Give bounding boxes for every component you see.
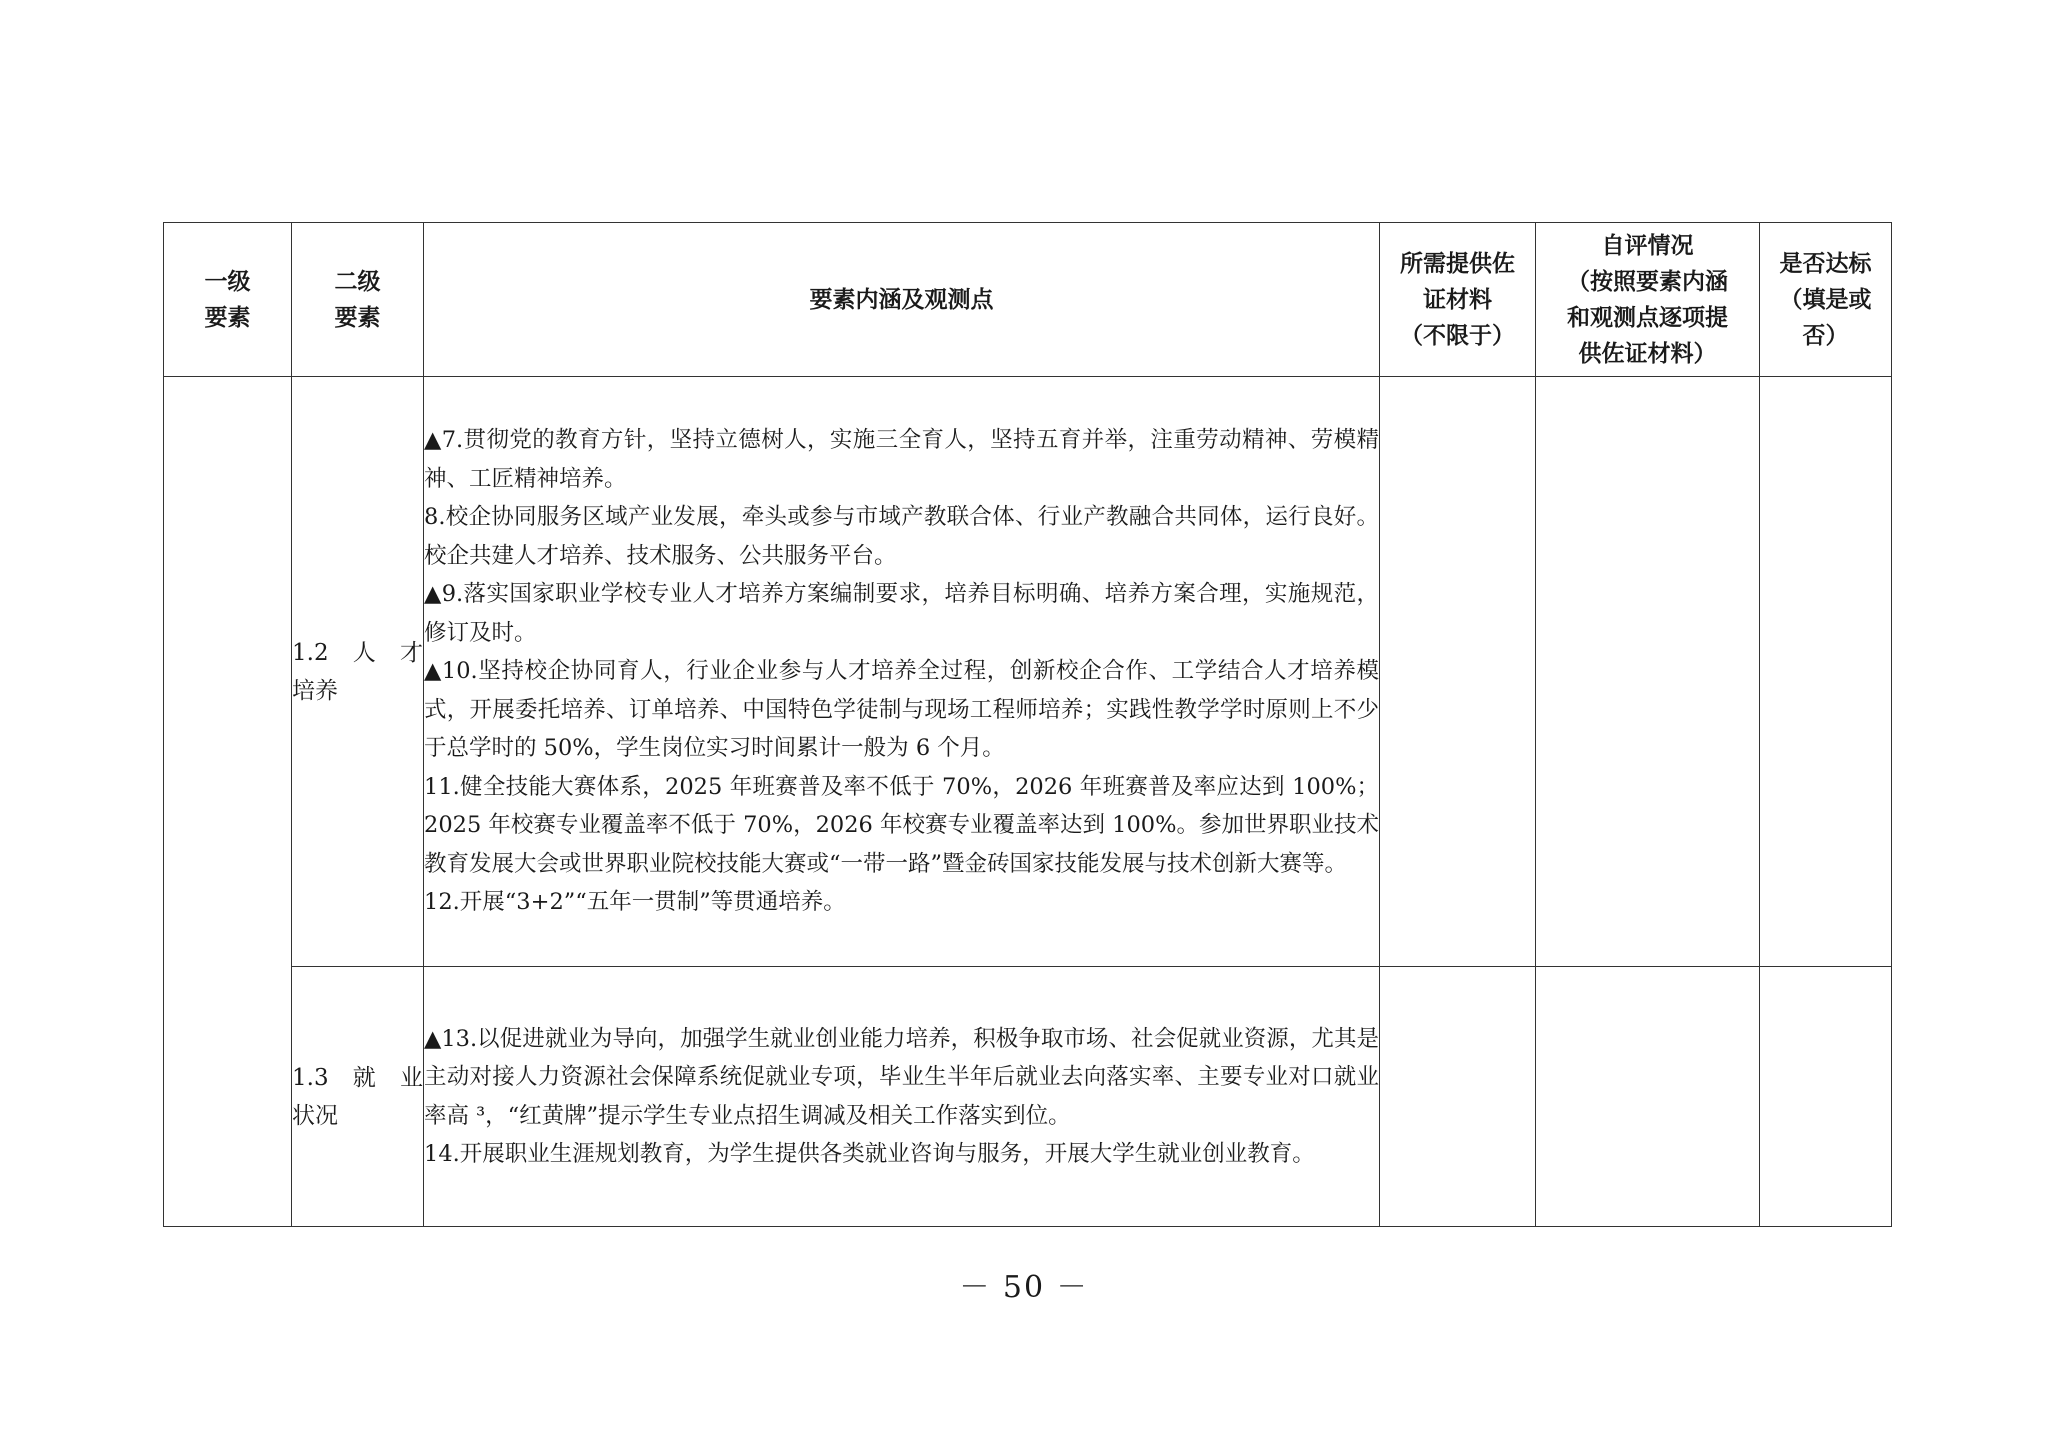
header-content: 要素内涵及观测点 [424,223,1380,377]
materials-cell [1380,377,1536,967]
observation-item: ▲13.以促进就业为导向，加强学生就业创业能力培养，积极争取市场、社会促就业资源，尤其是主动对接人力资源社会保障系统促就业专项，毕业生半年后就业去向落实率、主要专业对口就业率高 ³，“红黄牌”提示学生专业点招生调减及相关工作落实到位。 [424,1025,1379,1129]
level2-char: 才 [399,639,423,666]
level2-cell [292,967,424,1227]
level2-number: 1.3 [292,1064,329,1091]
page-number: － 50 － [959,1270,1089,1305]
level2-number: 1.2 [292,639,329,666]
content-cell [424,967,1380,1227]
level2-cell [292,377,424,967]
level2-line2: 培养 [292,677,338,704]
observation-item: 14.开展职业生涯规划教育，为学生提供各类就业咨询与服务，开展大学生就业创业教育。 [424,1141,1315,1167]
evaluation-table [163,222,1892,1227]
observation-item: 8.校企协同服务区域产业发展，牵头或参与市域产教联合体、行业产教融合共同体，运行良好。校企共建人才培养、技术服务、公共服务平台。 [424,504,1379,569]
observation-item: ▲10.坚持校企协同育人，行业企业参与人才培养全过程，创新校企合作、工学结合人才培养模式，开展委托培养、订单培养、中国特色学徒制与现场工程师培养；实践性教学学时原则上不少于总学时的 50%，学生岗位实习时间累计一般为 6 个月。 [424,658,1379,762]
header-level1: 一级 要素 [164,223,292,377]
observation-item: ▲9.落实国家职业学校专业人才培养方案编制要求，培养目标明确、培养方案合理，实施规范，修订及时。 [424,581,1379,646]
level2-char: 业 [399,1064,423,1091]
meets-cell [1760,967,1892,1227]
level2-line2: 状况 [292,1102,338,1129]
meets-cell [1760,377,1892,967]
self-eval-cell [1536,967,1760,1227]
header-meets: 是否达标 （填是或 否） [1760,223,1892,377]
level1-cell [164,377,292,1227]
header-materials: 所需提供佐 证材料 （不限于） [1380,223,1536,377]
observation-item: 12.开展“3+2”“五年一贯制”等贯通培养。 [424,889,846,916]
table-row [164,377,1892,967]
level2-char: 人 [352,639,376,666]
observation-item: 11.健全技能大赛体系，2025 年班赛普及率不低于 70%，2026 年班赛普及率应达到 100%；2025 年校赛专业覆盖率不低于 70%，2026 年校赛专业覆盖率达到 100%。参加世界职业技术教育发展大会或世界职业院校技能大赛或“一带一路”暨金砖国家技能发展与技术创新大赛等。 [424,773,1379,877]
materials-cell [1380,967,1536,1227]
content-cell [424,377,1380,967]
header-level2: 二级 要素 [292,223,424,377]
table-row [164,967,1892,1227]
header-row [164,223,1892,377]
self-eval-cell [1536,377,1760,967]
header-self-eval: 自评情况 （按照要素内涵 和观测点逐项提 供佐证材料） [1536,223,1760,377]
observation-item: ▲7.贯彻党的教育方针，坚持立德树人，实施三全育人，坚持五育并举，注重劳动精神、劳模精神、工匠精神培养。 [424,427,1379,492]
level2-char: 就 [352,1064,376,1091]
